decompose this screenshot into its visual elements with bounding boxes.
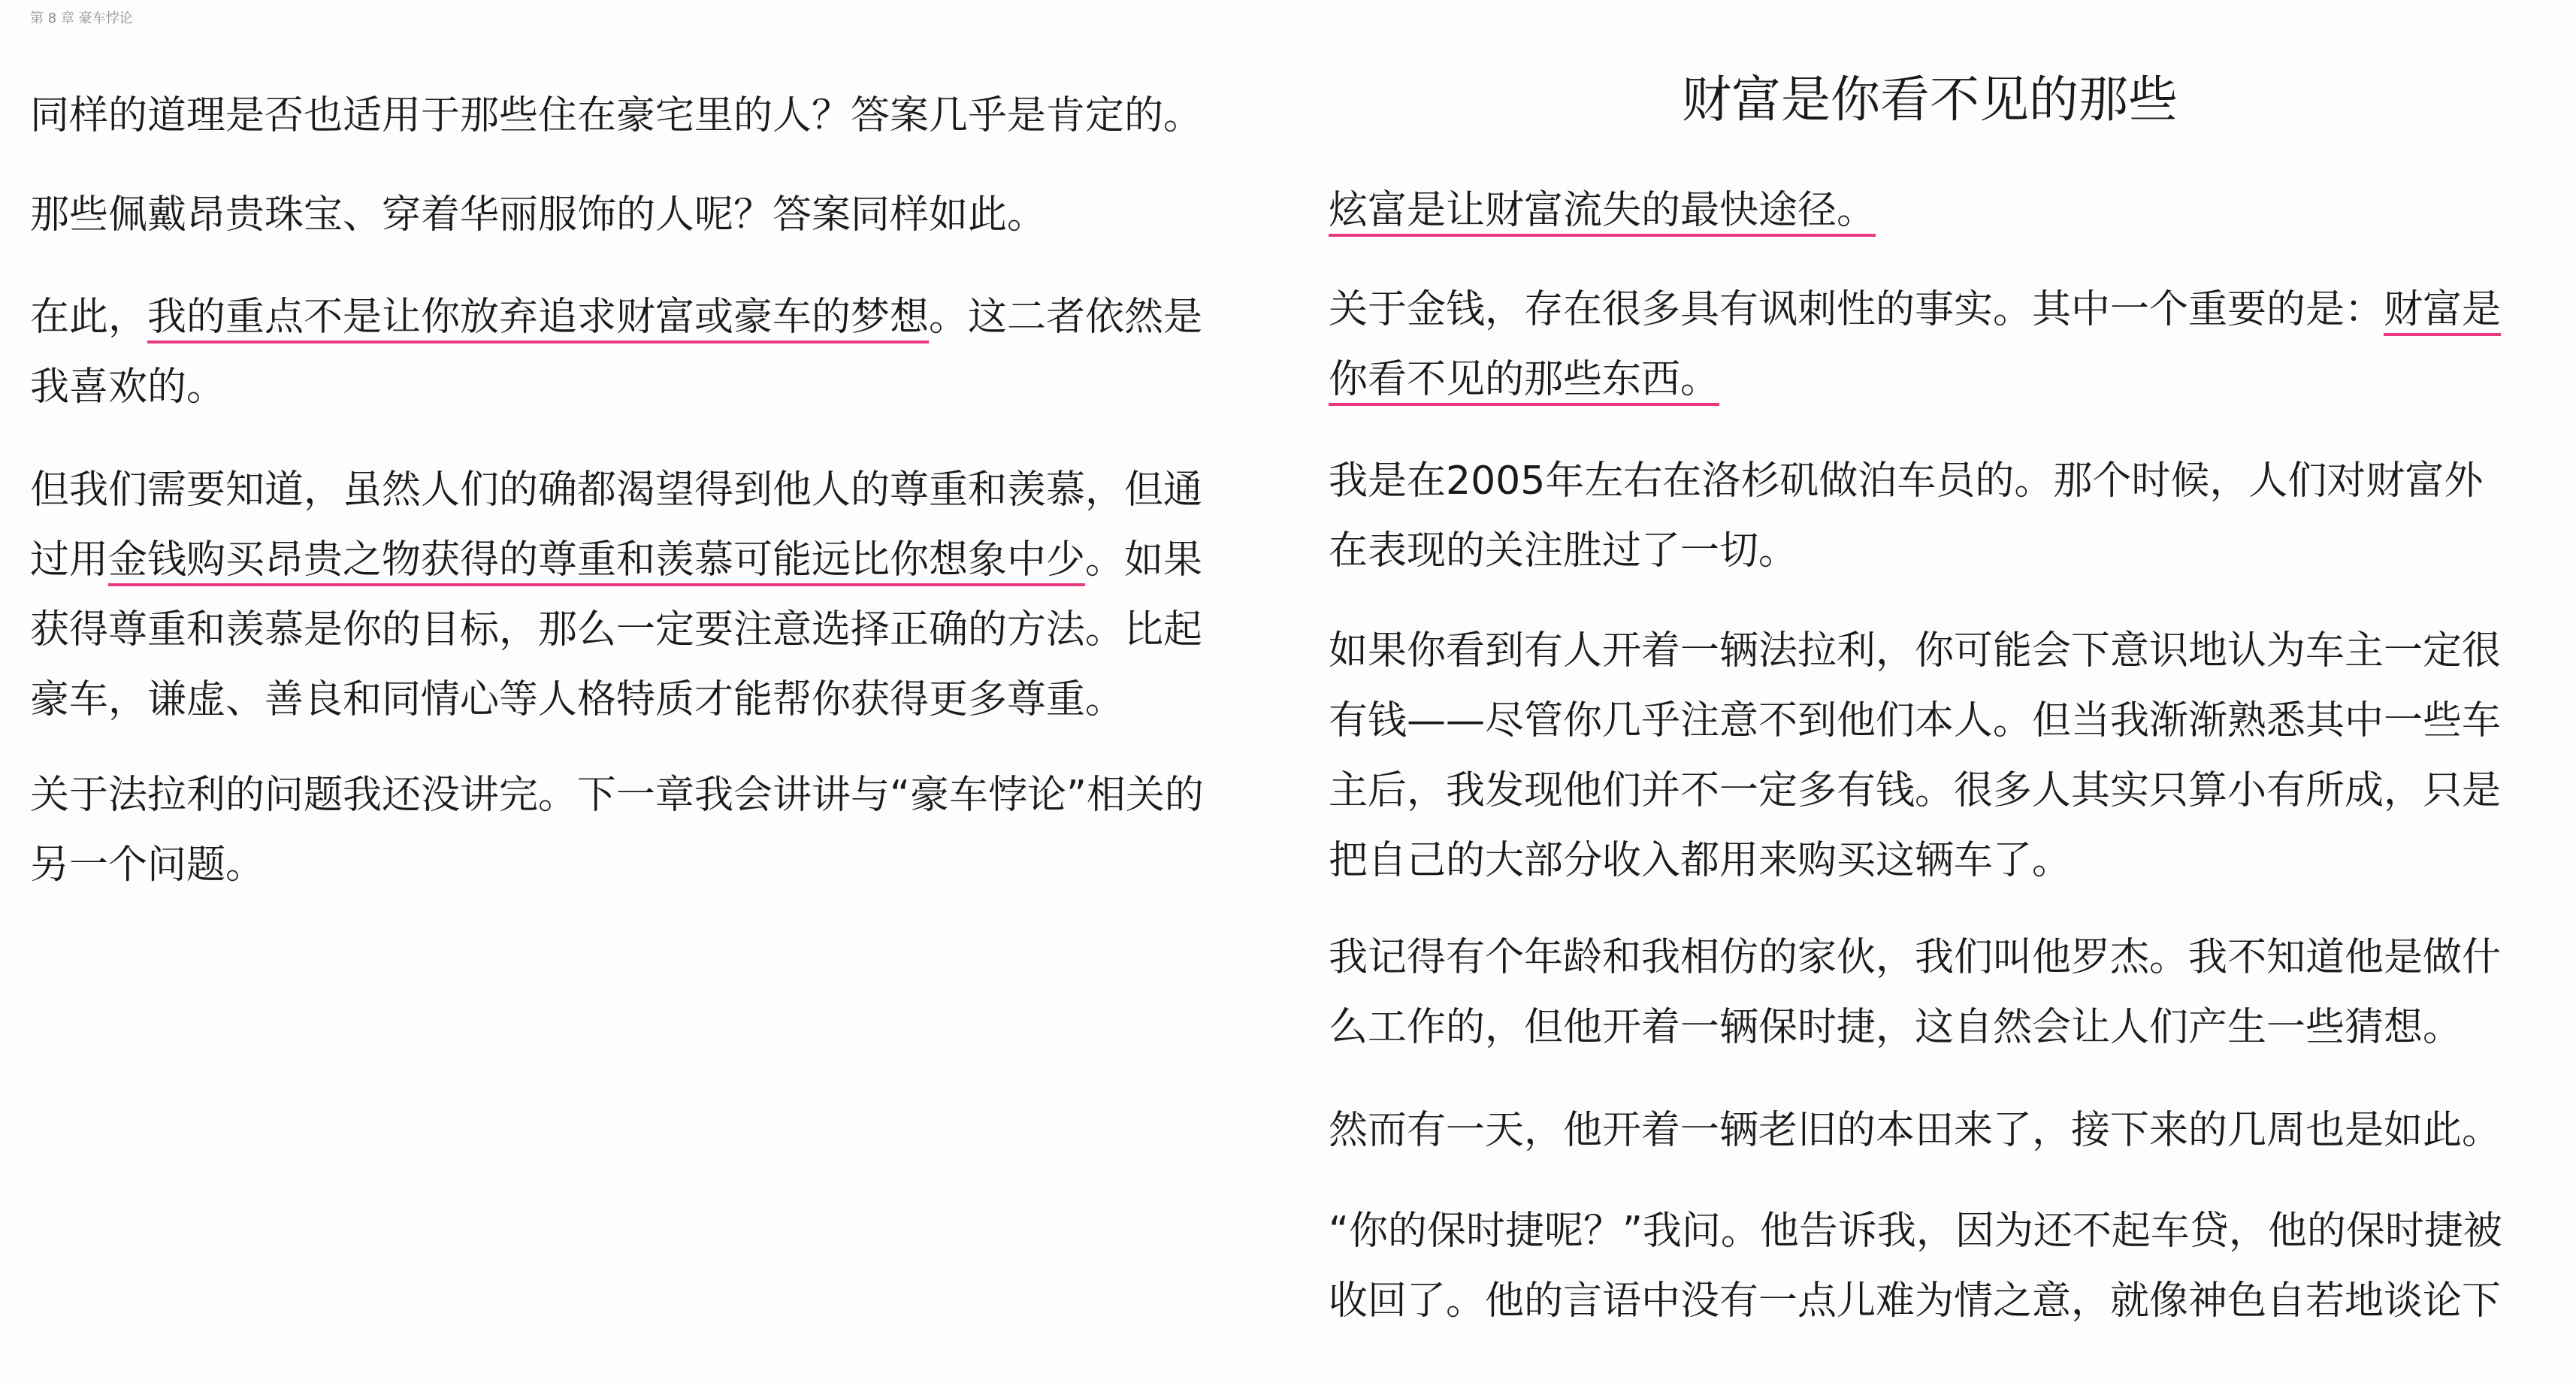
left-paragraph-4 [30,455,1247,735]
paragraph-line: 如果你看到有人开着一辆法拉利，你可能会下意识地认为车主一定很 [1329,628,2502,673]
section-title: 财富是你看不见的那些 [1682,71,2178,129]
text-run: 。这二者依然是 [929,295,1203,340]
paragraph-line: 把自己的大部分收入都用来购买这辆车了。 [1329,838,2072,883]
right-paragraph-6 [1329,1096,2546,1166]
left-paragraph-3 [30,283,1247,422]
text-run: 。如果 [1085,537,1203,583]
paragraph-line: 在表现的关注胜过了一切。 [1329,528,1798,573]
paragraph-line [30,525,1247,595]
right-paragraph-2 [1329,275,2546,415]
paragraph-line [1329,345,2546,415]
paragraph-line: 我喜欢的。 [30,365,226,410]
paragraph-line: 豪车，谦虚、善良和同情心等人格特质才能帮你获得更多尊重。 [30,677,1125,722]
paragraph-line [1329,275,2546,345]
paragraph-line: 关于法拉利的问题我还没讲完。下一章我会讲讲与“豪车悖论”相关的 [30,773,1204,818]
paragraph-line: “你的保时捷呢？”我问。他告诉我，因为还不起车贷，他的保时捷被 [1329,1209,2502,1254]
reader-scrollbar[interactable] [2561,0,2571,1383]
paragraph-line [1329,176,2546,246]
left-paragraph-2 [30,180,1046,250]
paragraph-line: 我是在2005年左右在洛杉矶做泊车员的。那个时候，人们对财富外 [1329,458,2484,504]
paragraph-line: 有钱——尽管你几乎注意不到他们本人。但当我渐渐熟悉其中一些车 [1329,698,2502,743]
text-run: 关于金钱，存在很多具有讽刺性的事实。其中一个重要的是： [1329,287,2384,332]
paragraph-line: 么工作的，但他开着一辆保时捷，这自然会让人们产生一些猜想。 [1329,1005,2463,1050]
highlight-annotation[interactable]: 你看不见的那些东西。 [1329,357,1720,402]
paragraph-line: 另一个问题。 [30,843,265,888]
paragraph-line [30,283,1247,353]
right-paragraph-1 [1329,176,2546,246]
paragraph-text: 然而有一天，他开着一辆老旧的本田来了，接下来的几周也是如此。 [1329,1108,2502,1153]
left-paragraph-5 [30,761,1247,900]
paragraph-line: 主后，我发现他们并不一定多有钱。很多人其实只算小有所成，只是 [1329,768,2502,813]
paragraph-line: 收回了。他的言语中没有一点儿难为情之意，就像神色自若地谈论下 [1329,1279,2502,1324]
text-run: 过用 [30,537,109,583]
paragraph-text: 同样的道理是否也适用于那些住在豪宅里的人？答案几乎是肯定的。 [30,93,1203,138]
paragraph-line: 获得尊重和羡慕是你的目标，那么一定要注意选择正确的方法。比起 [30,607,1203,652]
left-paragraph-1 [30,81,1202,151]
highlight-annotation[interactable]: 我的重点不是让你放弃追求财富或豪车的梦想 [147,295,930,340]
right-paragraph-7 [1329,1197,2546,1336]
paragraph-line: 但我们需要知道，虽然人们的确都渴望得到他人的尊重和羡慕，但通 [30,468,1203,513]
highlight-annotation[interactable]: 炫富是让财富流失的最快途径。 [1329,188,1876,233]
paragraph-line: 我记得有个年龄和我相仿的家伙，我们叫他罗杰。我不知道他是做什 [1329,935,2502,980]
right-paragraph-4 [1329,616,2546,896]
section-heading [1329,65,2531,135]
right-paragraph-3 [1329,446,2546,586]
highlight-annotation[interactable]: 金钱购买昂贵之物获得的尊重和羡慕可能远比你想象中少 [108,537,1086,583]
chapter-header: 第 8 章 豪车悖论 [30,11,133,26]
paragraph-text: 那些佩戴昂贵珠宝、穿着华丽服饰的人呢？答案同样如此。 [30,192,1047,238]
highlight-annotation[interactable]: 财富是 [2384,287,2502,332]
text-run: 在此， [30,295,148,340]
right-paragraph-5 [1329,923,2546,1063]
